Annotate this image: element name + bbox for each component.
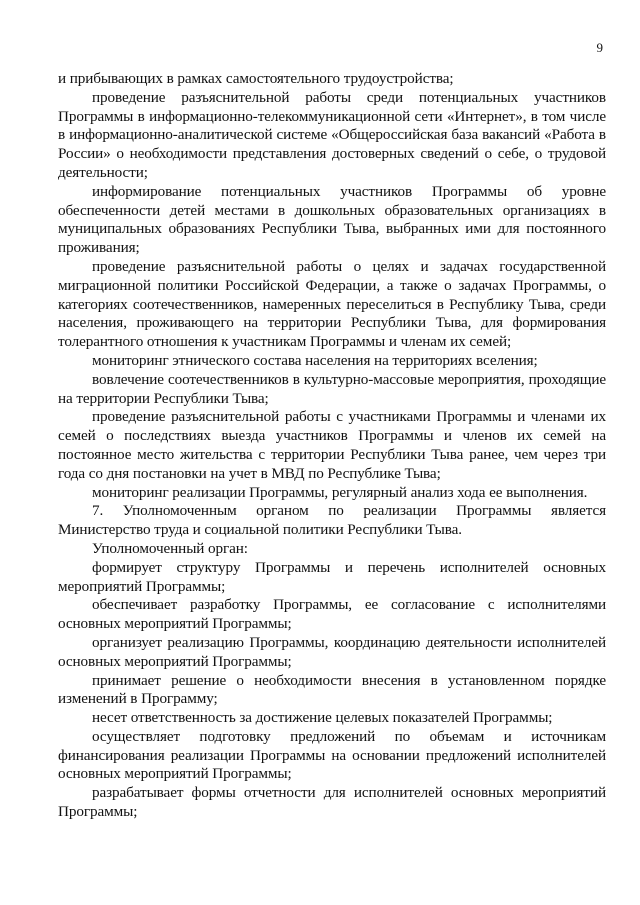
paragraph: мониторинг этнического состава населения на территориях вселения; (92, 351, 538, 369)
paragraph: формирует структуру Программы и перечень исполнителей основных мероприятий Программы; (58, 558, 606, 595)
paragraph: несет ответственность за достижение целевых показателей Программы; (92, 709, 553, 727)
paragraph: мониторинг реализации Программы, регулярный анализ хода ее выполнения. (92, 483, 588, 501)
paragraph: проведение разъяснительной работы о целях и задачах государственной миграционной политики Российской Федерации, а также о задачах Программы, о категориях соотечественников, намеренных переселиться в Республику Тыва, среди населения, проживающего на территории Республики Тыва, для формирования толерантного отношения к участникам Программы и членам их семей; (58, 257, 606, 351)
paragraph: информирование потенциальных участников Программы об уровне обеспеченности детей местами в дошкольных образовательных организациях в муниципальных образованиях Республики Тыва, выбранных ими для постоянного проживания; (58, 182, 606, 257)
numbered-paragraph: 7. Уполномоченным органом по реализации Программы является Министерство труда и социальной политики Республики Тыва. (58, 502, 606, 539)
paragraph: проведение разъяснительной работы с участниками Программы и членами их семей о последствиях выезда участников Программы и членов их семей на постоянное место жительства с территории Республики Тыва ранее, чем через три года со дня постановки на учет в МВД по Республике Тыва; (58, 408, 606, 482)
document-body (58, 70, 606, 822)
paragraph-continuation: и прибывающих в рамках самостоятельного трудоустройства; (58, 70, 454, 87)
paragraph: организует реализацию Программы, координацию деятельности исполнителей основных мероприятий Программы; (58, 633, 606, 670)
paragraph: разрабатывает формы отчетности для исполнителей основных мероприятий Программы; (58, 784, 606, 821)
paragraph: проведение разъяснительной работы среди потенциальных участников Программы в информационно-телекоммуникационной сети «Интернет», в том числе в информационно-аналитической системе «Общероссийская база вакансий «Работа в России» о необходимости представления достоверных сведений о себе, о трудовой деятельности; (58, 88, 606, 181)
paragraph: Уполномоченный орган: (92, 539, 248, 557)
page-number: 9 (596, 40, 603, 55)
paragraph: принимает решение о необходимости внесения в установленном порядке изменений в Программу; (58, 671, 606, 708)
paragraph: осуществляет подготовку предложений по объемам и источникам финансирования реализации Программы на основании предложений исполнителей основных мероприятий Программы; (58, 727, 606, 783)
paragraph: обеспечивает разработку Программы, ее согласование с исполнителями основных мероприятий Программы; (58, 596, 606, 633)
paragraph: вовлечение соотечественников в культурно-массовые мероприятия, проходящие на территории Республики Тыва; (58, 370, 606, 407)
